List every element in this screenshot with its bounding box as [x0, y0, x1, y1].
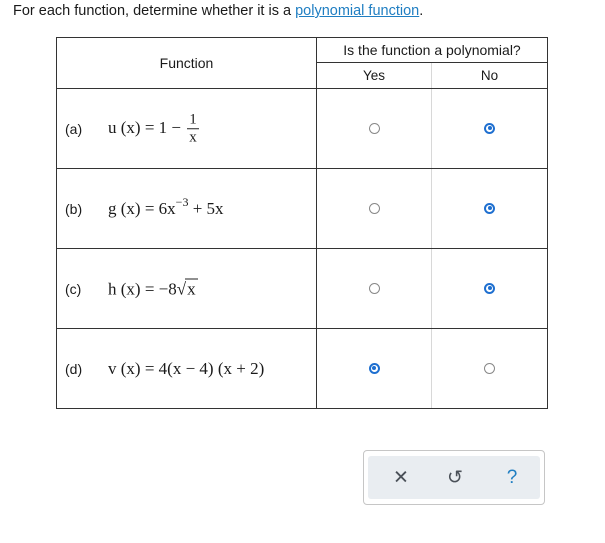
function-expression-a: u (x) = 1 − $\frac{1}{x}$	[108, 110, 197, 145]
row-label: (b)	[65, 200, 83, 217]
undo-icon[interactable]: ↺	[447, 467, 463, 488]
no-radio-d[interactable]	[484, 363, 495, 374]
answer-actions	[363, 450, 545, 505]
no-column-header: No	[432, 63, 548, 89]
table-row	[57, 89, 548, 169]
row-label: (c)	[65, 280, 82, 297]
function-column-header: Function	[57, 38, 317, 89]
prompt-text: For each function, determine whether it is a	[13, 3, 296, 19]
function-expression-d: v (x) = 4(x − 4) (x + 2)	[108, 358, 265, 378]
sqrt-symbol: √x	[176, 279, 196, 298]
function-expression-b: g $(x) = 6x^{-3} + 5x$	[108, 194, 224, 218]
table-row	[57, 249, 548, 329]
function-expression-c: h (x) = −8√x	[108, 279, 196, 298]
yes-radio-d[interactable]	[369, 363, 380, 374]
function-cell-d	[57, 329, 317, 409]
question-prompt	[13, 3, 423, 19]
function-cell-c	[57, 249, 317, 329]
yes-radio-c[interactable]	[369, 283, 380, 294]
no-radio-a[interactable]	[484, 123, 495, 134]
clear-icon[interactable]: ✕	[393, 467, 409, 488]
no-radio-c[interactable]	[484, 283, 495, 294]
no-radio-b[interactable]	[484, 203, 495, 214]
table-row	[57, 169, 548, 249]
prompt-end: .	[419, 3, 424, 19]
polynomial-table	[56, 37, 548, 409]
function-cell-b	[57, 169, 317, 249]
yes-radio-a[interactable]	[369, 123, 380, 134]
question-column-header: Is the function a polynomial?	[317, 38, 548, 63]
yes-radio-b[interactable]	[369, 203, 380, 214]
row-label: (a)	[65, 120, 83, 137]
row-label: (d)	[65, 360, 83, 377]
polynomial-function-link[interactable]: polynomial function	[295, 3, 420, 19]
function-cell-a	[57, 89, 317, 169]
table-row	[57, 329, 548, 409]
yes-column-header: Yes	[317, 63, 432, 89]
help-icon[interactable]: ?	[506, 466, 518, 488]
